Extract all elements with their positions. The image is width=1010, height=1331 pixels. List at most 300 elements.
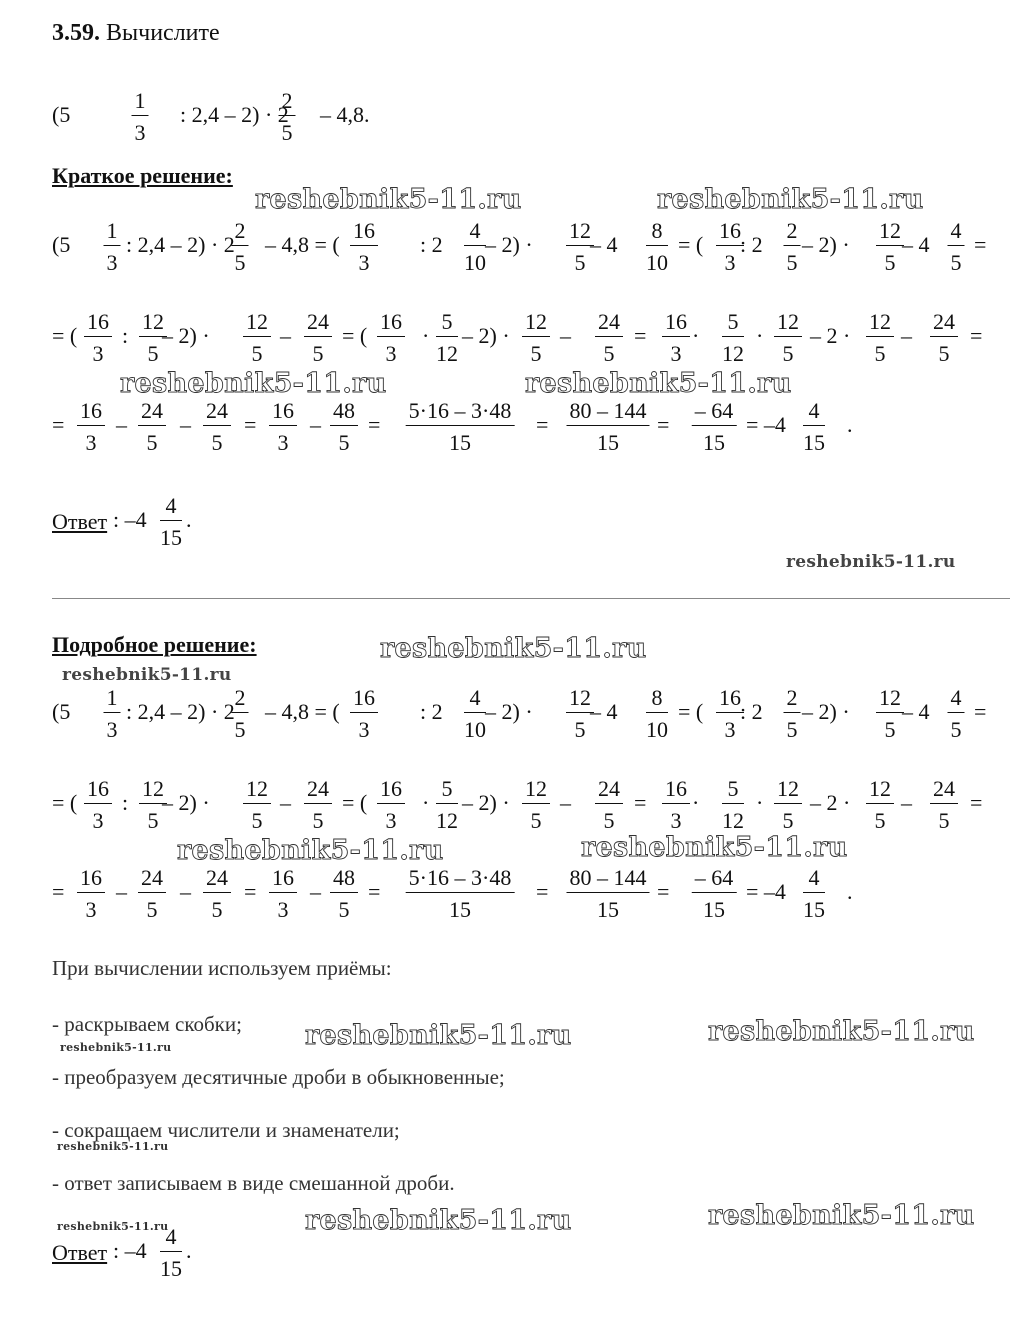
fraction-numerator: 4 bbox=[160, 495, 182, 521]
math-text: – bbox=[116, 412, 127, 437]
fraction bbox=[132, 90, 149, 144]
fraction bbox=[203, 867, 231, 921]
fraction-numerator: 16 bbox=[716, 687, 744, 713]
watermark: reshebnik5-11.ru bbox=[786, 552, 956, 572]
fraction-denominator: 10 bbox=[646, 250, 668, 275]
math-text: – bbox=[560, 323, 571, 348]
fraction-denominator: 15 bbox=[703, 897, 725, 922]
fraction-denominator: 5 bbox=[938, 341, 950, 366]
fraction-numerator: 2 bbox=[784, 687, 801, 713]
math-text: – 2) · bbox=[802, 232, 850, 257]
fraction bbox=[84, 778, 112, 832]
math-text: – 4 bbox=[590, 232, 618, 257]
fraction bbox=[304, 311, 332, 365]
fraction bbox=[243, 311, 271, 365]
fraction bbox=[722, 311, 744, 365]
fraction-numerator: 16 bbox=[350, 220, 378, 246]
fraction-denominator: 5 bbox=[338, 430, 350, 455]
fraction-numerator: 16 bbox=[377, 311, 405, 337]
math-text: – 2 · bbox=[810, 323, 851, 348]
math-text: . bbox=[847, 879, 853, 904]
fraction bbox=[567, 867, 650, 921]
math-text: – 2) · bbox=[485, 232, 533, 257]
fraction-numerator: 12 bbox=[876, 687, 904, 713]
fraction-numerator: 24 bbox=[930, 778, 958, 804]
fraction-numerator: 16 bbox=[84, 311, 112, 337]
math-text: – bbox=[280, 323, 291, 348]
math-text: – 4,8 = ( bbox=[265, 232, 340, 257]
watermark: reshebnik5-11.ru bbox=[57, 1140, 169, 1153]
watermark: reshebnik5-11.ru bbox=[62, 665, 232, 685]
fraction bbox=[269, 400, 297, 454]
watermark: reshebnik5-11.ru bbox=[525, 368, 792, 399]
watermark: reshebnik5-11.ru bbox=[657, 184, 924, 215]
method-item: - преобразуем десятичные дроби в обыкновенные; bbox=[52, 1065, 505, 1089]
fraction bbox=[330, 867, 358, 921]
math-text: – 4 bbox=[902, 232, 930, 257]
fraction-denominator: 3 bbox=[670, 341, 682, 366]
math-text: : 2,4 – 2) · 2 bbox=[180, 102, 289, 127]
math-text: – bbox=[180, 412, 191, 437]
math-text: – 4 bbox=[902, 699, 930, 724]
fraction-denominator: 5 bbox=[938, 808, 950, 833]
fraction bbox=[692, 867, 737, 921]
fraction bbox=[662, 311, 690, 365]
math-text: = bbox=[368, 412, 381, 437]
watermark: reshebnik5-11.ru bbox=[581, 832, 848, 863]
fraction bbox=[104, 220, 121, 274]
math-text: = bbox=[244, 879, 257, 904]
fraction bbox=[803, 400, 825, 454]
fraction bbox=[232, 220, 249, 274]
math-text: = ( bbox=[52, 323, 78, 348]
fraction bbox=[138, 400, 166, 454]
method-item: - раскрываем скобки; bbox=[52, 1012, 242, 1036]
fraction-numerator: 24 bbox=[138, 400, 166, 426]
math-text: . bbox=[186, 1238, 192, 1263]
math-text: · bbox=[692, 323, 700, 348]
answer-label: Ответ bbox=[52, 1240, 108, 1265]
fraction bbox=[464, 220, 486, 274]
fraction bbox=[77, 400, 105, 454]
math-text: – bbox=[116, 879, 127, 904]
math-text: – 4,8. bbox=[320, 102, 370, 127]
fraction-numerator: 4 bbox=[948, 687, 965, 713]
fraction-numerator: 24 bbox=[138, 867, 166, 893]
fraction-numerator: 5·16 – 3·48 bbox=[406, 867, 515, 893]
fraction bbox=[662, 778, 690, 832]
math-text: = bbox=[368, 879, 381, 904]
math-text: : –4 bbox=[113, 1238, 147, 1263]
fraction-denominator: 5 bbox=[234, 717, 246, 742]
fraction-denominator: 5 bbox=[281, 120, 293, 145]
math-text: = ( bbox=[342, 790, 368, 815]
fraction-numerator: 1 bbox=[104, 687, 121, 713]
math-text: : 2 bbox=[740, 232, 763, 257]
fraction-numerator: 5 bbox=[722, 311, 744, 337]
fraction bbox=[232, 687, 249, 741]
fraction-numerator: 5 bbox=[436, 778, 458, 804]
fraction-denominator: 3 bbox=[358, 717, 370, 742]
fraction bbox=[436, 311, 458, 365]
fraction-numerator: 2 bbox=[279, 90, 296, 116]
math-text: · bbox=[756, 790, 764, 815]
math-text: (5 bbox=[52, 699, 71, 724]
fraction-numerator: 8 bbox=[646, 220, 668, 246]
fraction-denominator: 15 bbox=[597, 897, 619, 922]
fraction-denominator: 3 bbox=[385, 808, 397, 833]
fraction-denominator: 5 bbox=[603, 341, 615, 366]
math-text: – 2) · bbox=[162, 790, 210, 815]
fraction-numerator: 4 bbox=[160, 1226, 182, 1252]
fraction-denominator: 15 bbox=[160, 525, 182, 550]
watermark: reshebnik5-11.ru bbox=[708, 1016, 975, 1047]
fraction bbox=[279, 90, 296, 144]
fraction-numerator: 4 bbox=[803, 400, 825, 426]
fraction-denominator: 3 bbox=[85, 430, 97, 455]
fraction-denominator: 5 bbox=[950, 250, 962, 275]
math-text: = –4 bbox=[746, 879, 786, 904]
fraction-numerator: 12 bbox=[566, 220, 594, 246]
fraction-numerator: 5 bbox=[722, 778, 744, 804]
fraction-denominator: 3 bbox=[724, 717, 736, 742]
fraction-denominator: 15 bbox=[449, 897, 471, 922]
fraction bbox=[243, 778, 271, 832]
fraction-numerator: 80 – 144 bbox=[567, 400, 650, 426]
math-text: = ( bbox=[678, 699, 704, 724]
fraction bbox=[350, 220, 378, 274]
fraction-denominator: 5 bbox=[211, 430, 223, 455]
fraction bbox=[948, 220, 965, 274]
math-text: = bbox=[52, 879, 65, 904]
fraction-numerator: 16 bbox=[716, 220, 744, 246]
fraction bbox=[784, 220, 801, 274]
fraction-denominator: 15 bbox=[703, 430, 725, 455]
math-text: – 2) · bbox=[462, 323, 510, 348]
fraction-denominator: 5 bbox=[312, 341, 324, 366]
methods-intro: При вычислении используем приёмы: bbox=[52, 956, 392, 980]
math-text: = bbox=[970, 790, 983, 815]
fraction bbox=[876, 687, 904, 741]
fraction bbox=[595, 778, 623, 832]
fraction-numerator: 12 bbox=[866, 311, 894, 337]
fraction-numerator: – 64 bbox=[692, 867, 737, 893]
math-text: – 2) · bbox=[802, 699, 850, 724]
math-text: = bbox=[657, 879, 670, 904]
fraction bbox=[803, 867, 825, 921]
detailed-answer-label bbox=[52, 1240, 107, 1266]
fraction-numerator: 12 bbox=[522, 311, 550, 337]
fraction-denominator: 3 bbox=[134, 120, 146, 145]
math-text: : 2 bbox=[740, 699, 763, 724]
math-text: = bbox=[536, 412, 549, 437]
fraction-denominator: 15 bbox=[803, 430, 825, 455]
math-text: (5 bbox=[52, 232, 71, 257]
fraction bbox=[377, 311, 405, 365]
fraction bbox=[377, 778, 405, 832]
math-text: . bbox=[847, 412, 853, 437]
fraction bbox=[692, 400, 737, 454]
fraction-denominator: 5 bbox=[147, 341, 159, 366]
fraction-numerator: 5 bbox=[436, 311, 458, 337]
math-text: : 2 bbox=[420, 699, 443, 724]
detailed-solution-heading: Подробное решение: bbox=[52, 632, 257, 657]
fraction-numerator: 2 bbox=[232, 220, 249, 246]
math-text: = bbox=[974, 232, 987, 257]
fraction-denominator: 10 bbox=[646, 717, 668, 742]
fraction-numerator: 4 bbox=[948, 220, 965, 246]
fraction-denominator: 5 bbox=[574, 717, 586, 742]
short-solution-heading: Краткое решение: bbox=[52, 163, 233, 188]
fraction-denominator: 5 bbox=[603, 808, 615, 833]
fraction bbox=[522, 311, 550, 365]
fraction-numerator: 24 bbox=[930, 311, 958, 337]
fraction-numerator: 12 bbox=[139, 311, 167, 337]
fraction-numerator: 16 bbox=[269, 400, 297, 426]
fraction-numerator: 4 bbox=[464, 220, 486, 246]
task-number: 3.59. bbox=[52, 20, 100, 46]
fraction-numerator: – 64 bbox=[692, 400, 737, 426]
fraction-numerator: 48 bbox=[330, 867, 358, 893]
fraction bbox=[646, 220, 668, 274]
math-text: = bbox=[52, 412, 65, 437]
fraction-numerator: 8 bbox=[646, 687, 668, 713]
math-text: = bbox=[634, 790, 647, 815]
math-text: – 2 · bbox=[810, 790, 851, 815]
fraction-numerator: 12 bbox=[522, 778, 550, 804]
fraction bbox=[203, 400, 231, 454]
fraction-denominator: 5 bbox=[338, 897, 350, 922]
fraction-numerator: 24 bbox=[304, 311, 332, 337]
fraction-numerator: 12 bbox=[774, 778, 802, 804]
fraction bbox=[866, 778, 894, 832]
fraction bbox=[722, 778, 744, 832]
fraction-denominator: 15 bbox=[449, 430, 471, 455]
fraction-denominator: 3 bbox=[724, 250, 736, 275]
math-text: – bbox=[310, 412, 321, 437]
fraction bbox=[406, 400, 515, 454]
fraction-numerator: 80 – 144 bbox=[567, 867, 650, 893]
short-answer-label bbox=[52, 509, 107, 535]
fraction bbox=[930, 311, 958, 365]
fraction-denominator: 3 bbox=[358, 250, 370, 275]
method-item: - ответ записываем в виде смешанной дроби. bbox=[52, 1171, 455, 1195]
fraction-numerator: 12 bbox=[243, 778, 271, 804]
fraction-denominator: 15 bbox=[803, 897, 825, 922]
fraction-denominator: 5 bbox=[574, 250, 586, 275]
fraction bbox=[464, 687, 486, 741]
fraction-numerator: 16 bbox=[84, 778, 112, 804]
math-text: – 4 bbox=[590, 699, 618, 724]
fraction-denominator: 12 bbox=[722, 808, 744, 833]
task-header bbox=[52, 20, 220, 47]
fraction-numerator: 16 bbox=[77, 400, 105, 426]
fraction-denominator: 5 bbox=[786, 717, 798, 742]
fraction-denominator: 5 bbox=[874, 341, 886, 366]
fraction-numerator: 24 bbox=[595, 311, 623, 337]
fraction bbox=[522, 778, 550, 832]
fraction-numerator: 1 bbox=[104, 220, 121, 246]
math-text: : bbox=[122, 323, 129, 348]
math-text: : 2 bbox=[420, 232, 443, 257]
fraction bbox=[436, 778, 458, 832]
fraction-numerator: 1 bbox=[132, 90, 149, 116]
watermark: reshebnik5-11.ru bbox=[60, 1041, 172, 1054]
fraction-numerator: 12 bbox=[876, 220, 904, 246]
fraction-denominator: 5 bbox=[251, 341, 263, 366]
fraction bbox=[160, 1226, 182, 1280]
math-text: = –4 bbox=[746, 412, 786, 437]
watermark: reshebnik5-11.ru bbox=[255, 184, 522, 215]
fraction-numerator: 12 bbox=[866, 778, 894, 804]
math-text: – 2) · bbox=[162, 323, 210, 348]
fraction-numerator: 16 bbox=[662, 311, 690, 337]
math-text: = bbox=[970, 323, 983, 348]
watermark: reshebnik5-11.ru bbox=[177, 835, 444, 866]
fraction-denominator: 3 bbox=[385, 341, 397, 366]
watermark: reshebnik5-11.ru bbox=[305, 1205, 572, 1236]
watermark: reshebnik5-11.ru bbox=[120, 368, 387, 399]
fraction-denominator: 12 bbox=[722, 341, 744, 366]
fraction bbox=[350, 687, 378, 741]
fraction-numerator: 12 bbox=[243, 311, 271, 337]
fraction-numerator: 24 bbox=[304, 778, 332, 804]
fraction-denominator: 5 bbox=[786, 250, 798, 275]
fraction-numerator: 48 bbox=[330, 400, 358, 426]
answer-label: Ответ bbox=[52, 509, 108, 534]
math-text: = bbox=[536, 879, 549, 904]
fraction-numerator: 12 bbox=[774, 311, 802, 337]
fraction-numerator: 5·16 – 3·48 bbox=[406, 400, 515, 426]
watermark: reshebnik5-11.ru bbox=[57, 1220, 169, 1233]
fraction-denominator: 5 bbox=[530, 808, 542, 833]
fraction bbox=[84, 311, 112, 365]
fraction-denominator: 5 bbox=[884, 717, 896, 742]
math-text: : –4 bbox=[113, 507, 147, 532]
fraction-denominator: 12 bbox=[436, 808, 458, 833]
math-text: – bbox=[280, 790, 291, 815]
fraction-denominator: 3 bbox=[277, 430, 289, 455]
task-instruction: Вычислите bbox=[106, 20, 220, 46]
section-divider bbox=[52, 598, 1010, 599]
fraction-denominator: 12 bbox=[436, 341, 458, 366]
watermark: reshebnik5-11.ru bbox=[305, 1020, 572, 1051]
fraction-denominator: 5 bbox=[874, 808, 886, 833]
watermark: reshebnik5-11.ru bbox=[708, 1200, 975, 1231]
fraction bbox=[948, 687, 965, 741]
fraction-numerator: 4 bbox=[803, 867, 825, 893]
fraction bbox=[269, 867, 297, 921]
method-item: - сокращаем числители и знаменатели; bbox=[52, 1118, 400, 1142]
fraction-numerator: 16 bbox=[377, 778, 405, 804]
fraction-numerator: 16 bbox=[269, 867, 297, 893]
math-text: = bbox=[244, 412, 257, 437]
math-text: – bbox=[560, 790, 571, 815]
fraction-denominator: 3 bbox=[670, 808, 682, 833]
math-text: – bbox=[310, 879, 321, 904]
math-text: (5 bbox=[52, 102, 71, 127]
fraction-numerator: 12 bbox=[139, 778, 167, 804]
math-text: = bbox=[974, 699, 987, 724]
fraction bbox=[567, 400, 650, 454]
fraction bbox=[876, 220, 904, 274]
fraction-denominator: 5 bbox=[234, 250, 246, 275]
fraction-denominator: 10 bbox=[464, 717, 486, 742]
fraction bbox=[646, 687, 668, 741]
math-text: – 2) · bbox=[485, 699, 533, 724]
fraction-denominator: 15 bbox=[160, 1256, 182, 1281]
fraction bbox=[104, 687, 121, 741]
fraction-numerator: 24 bbox=[203, 867, 231, 893]
math-text: = ( bbox=[52, 790, 78, 815]
math-text: : 2,4 – 2) · 2 bbox=[126, 699, 235, 724]
fraction-denominator: 5 bbox=[884, 250, 896, 275]
math-text: – 4,8 = ( bbox=[265, 699, 340, 724]
fraction bbox=[138, 867, 166, 921]
fraction bbox=[160, 495, 182, 549]
fraction-numerator: 24 bbox=[203, 400, 231, 426]
fraction bbox=[774, 778, 802, 832]
fraction-denominator: 3 bbox=[106, 250, 118, 275]
fraction bbox=[406, 867, 515, 921]
fraction bbox=[866, 311, 894, 365]
math-text: · bbox=[756, 323, 764, 348]
fraction-numerator: 4 bbox=[464, 687, 486, 713]
fraction-denominator: 5 bbox=[530, 341, 542, 366]
fraction-numerator: 2 bbox=[232, 687, 249, 713]
fraction bbox=[304, 778, 332, 832]
fraction-denominator: 5 bbox=[251, 808, 263, 833]
fraction-numerator: 16 bbox=[77, 867, 105, 893]
fraction bbox=[774, 311, 802, 365]
fraction bbox=[784, 687, 801, 741]
math-text: · bbox=[692, 790, 700, 815]
math-text: = bbox=[657, 412, 670, 437]
fraction-denominator: 5 bbox=[146, 430, 158, 455]
fraction-denominator: 15 bbox=[597, 430, 619, 455]
math-text: = bbox=[634, 323, 647, 348]
fraction-numerator: 24 bbox=[595, 778, 623, 804]
math-text: = ( bbox=[678, 232, 704, 257]
fraction bbox=[595, 311, 623, 365]
fraction-denominator: 3 bbox=[106, 717, 118, 742]
fraction-numerator: 12 bbox=[566, 687, 594, 713]
fraction-denominator: 10 bbox=[464, 250, 486, 275]
fraction-denominator: 3 bbox=[92, 808, 104, 833]
fraction-denominator: 5 bbox=[782, 808, 794, 833]
math-text: – bbox=[901, 790, 912, 815]
fraction-denominator: 5 bbox=[146, 897, 158, 922]
fraction bbox=[77, 867, 105, 921]
fraction-numerator: 16 bbox=[350, 687, 378, 713]
fraction-denominator: 5 bbox=[782, 341, 794, 366]
fraction-denominator: 3 bbox=[85, 897, 97, 922]
fraction-denominator: 5 bbox=[950, 717, 962, 742]
math-text: : 2,4 – 2) · 2 bbox=[126, 232, 235, 257]
fraction bbox=[930, 778, 958, 832]
fraction-numerator: 2 bbox=[784, 220, 801, 246]
math-text: . bbox=[186, 507, 192, 532]
math-text: · bbox=[422, 323, 430, 348]
math-text: – 2) · bbox=[462, 790, 510, 815]
math-text: · bbox=[422, 790, 430, 815]
fraction-denominator: 3 bbox=[92, 341, 104, 366]
watermark: reshebnik5-11.ru bbox=[380, 633, 647, 664]
fraction-denominator: 5 bbox=[312, 808, 324, 833]
fraction-denominator: 5 bbox=[211, 897, 223, 922]
fraction-denominator: 3 bbox=[277, 897, 289, 922]
math-text: – bbox=[180, 879, 191, 904]
